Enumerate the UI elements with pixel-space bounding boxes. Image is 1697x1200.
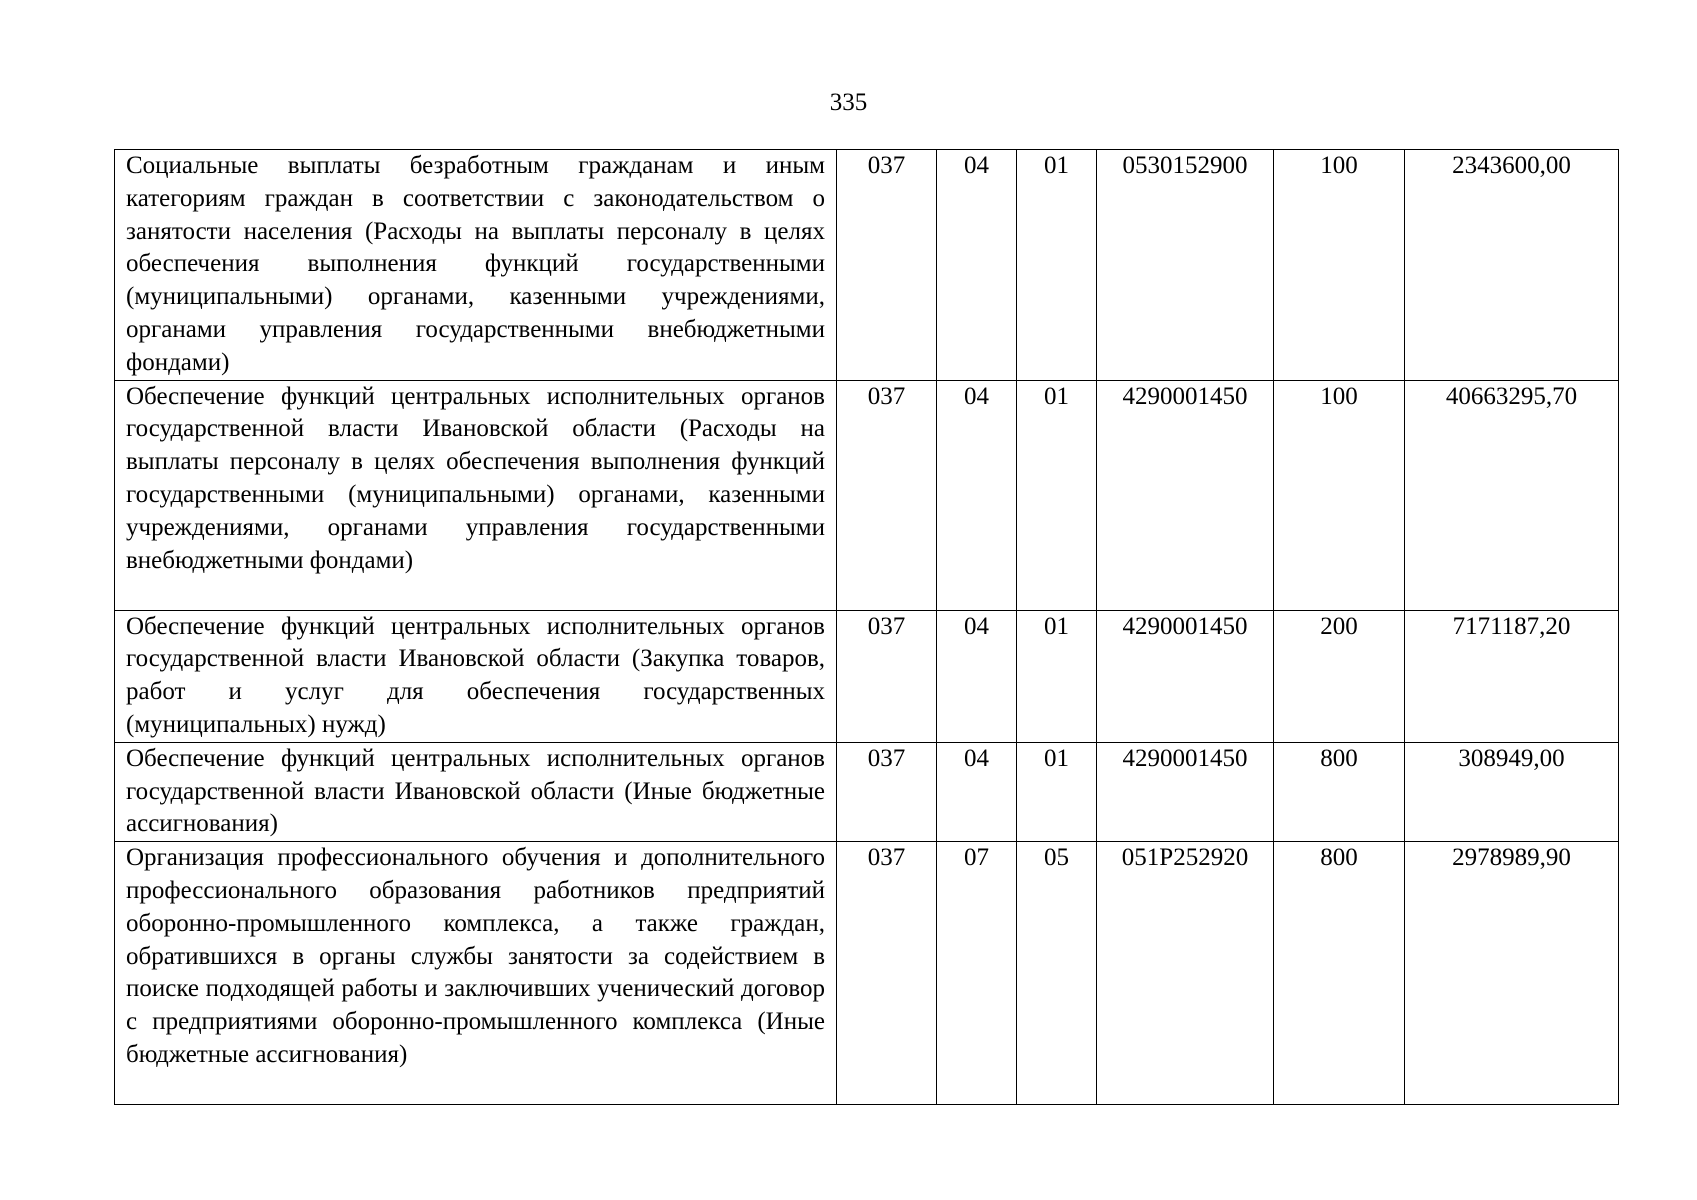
amount: 2343600,00 <box>1405 150 1619 381</box>
table-row <box>115 150 1619 381</box>
target-article-code: 051P252920 <box>1097 842 1274 1105</box>
row-description: Обеспечение функций центральных исполнительных органов государственной власти Ивановской области (Закупка товаров, работ и услуг для обеспечения государственных (муниципальных) нужд) <box>115 610 837 742</box>
expense-type-code: 200 <box>1274 610 1405 742</box>
subsection-code: 01 <box>1017 610 1097 742</box>
expense-type-code: 800 <box>1274 742 1405 841</box>
ministry-code: 037 <box>837 742 937 841</box>
expense-type-code: 800 <box>1274 842 1405 1105</box>
row-description: Организация профессионального обучения и дополнительного профессионального образования работников предприятий оборонно-промышленного комплекса, а также граждан, обратившихся в органы службы занятости за содействием в поиске подходящей работы и заключивших ученический договор с предприятиями оборонно-промышленного комплекса (Иные бюджетные ассигнования) <box>115 842 837 1105</box>
amount: 2978989,90 <box>1405 842 1619 1105</box>
subsection-code: 01 <box>1017 150 1097 381</box>
table-row <box>115 742 1619 841</box>
table-row <box>115 610 1619 742</box>
section-code: 07 <box>937 842 1017 1105</box>
amount: 40663295,70 <box>1405 380 1619 610</box>
target-article-code: 4290001450 <box>1097 742 1274 841</box>
ministry-code: 037 <box>837 380 937 610</box>
amount: 308949,00 <box>1405 742 1619 841</box>
row-description: Обеспечение функций центральных исполнительных органов государственной власти Ивановской области (Иные бюджетные ассигнования) <box>115 742 837 841</box>
target-article-code: 4290001450 <box>1097 610 1274 742</box>
subsection-code: 01 <box>1017 380 1097 610</box>
ministry-code: 037 <box>837 150 937 381</box>
section-code: 04 <box>937 742 1017 841</box>
subsection-code: 01 <box>1017 742 1097 841</box>
section-code: 04 <box>937 150 1017 381</box>
page-number: 335 <box>829 89 868 116</box>
ministry-code: 037 <box>837 610 937 742</box>
row-description: Обеспечение функций центральных исполнительных органов государственной власти Ивановской области (Расходы на выплаты персоналу в целях обеспечения выполнения функций государственными (муниципальными) органами, казенными учреждениями, органами управления государственными внебюджетными фондами) <box>115 380 837 610</box>
ministry-code: 037 <box>837 842 937 1105</box>
expense-type-code: 100 <box>1274 150 1405 381</box>
table-row <box>115 842 1619 1105</box>
subsection-code: 05 <box>1017 842 1097 1105</box>
table-row <box>115 380 1619 610</box>
target-article-code: 0530152900 <box>1097 150 1274 381</box>
amount: 7171187,20 <box>1405 610 1619 742</box>
row-description: Социальные выплаты безработным гражданам и иным категориям граждан в соответствии с законодательством о занятости населения (Расходы на выплаты персоналу в целях обеспечения выполнения функций государственными (муниципальными) органами, казенными учреждениями, органами управления государственными внебюджетными фондами) <box>115 150 837 381</box>
target-article-code: 4290001450 <box>1097 380 1274 610</box>
section-code: 04 <box>937 380 1017 610</box>
section-code: 04 <box>937 610 1017 742</box>
budget-table <box>114 149 1619 1105</box>
expense-type-code: 100 <box>1274 380 1405 610</box>
